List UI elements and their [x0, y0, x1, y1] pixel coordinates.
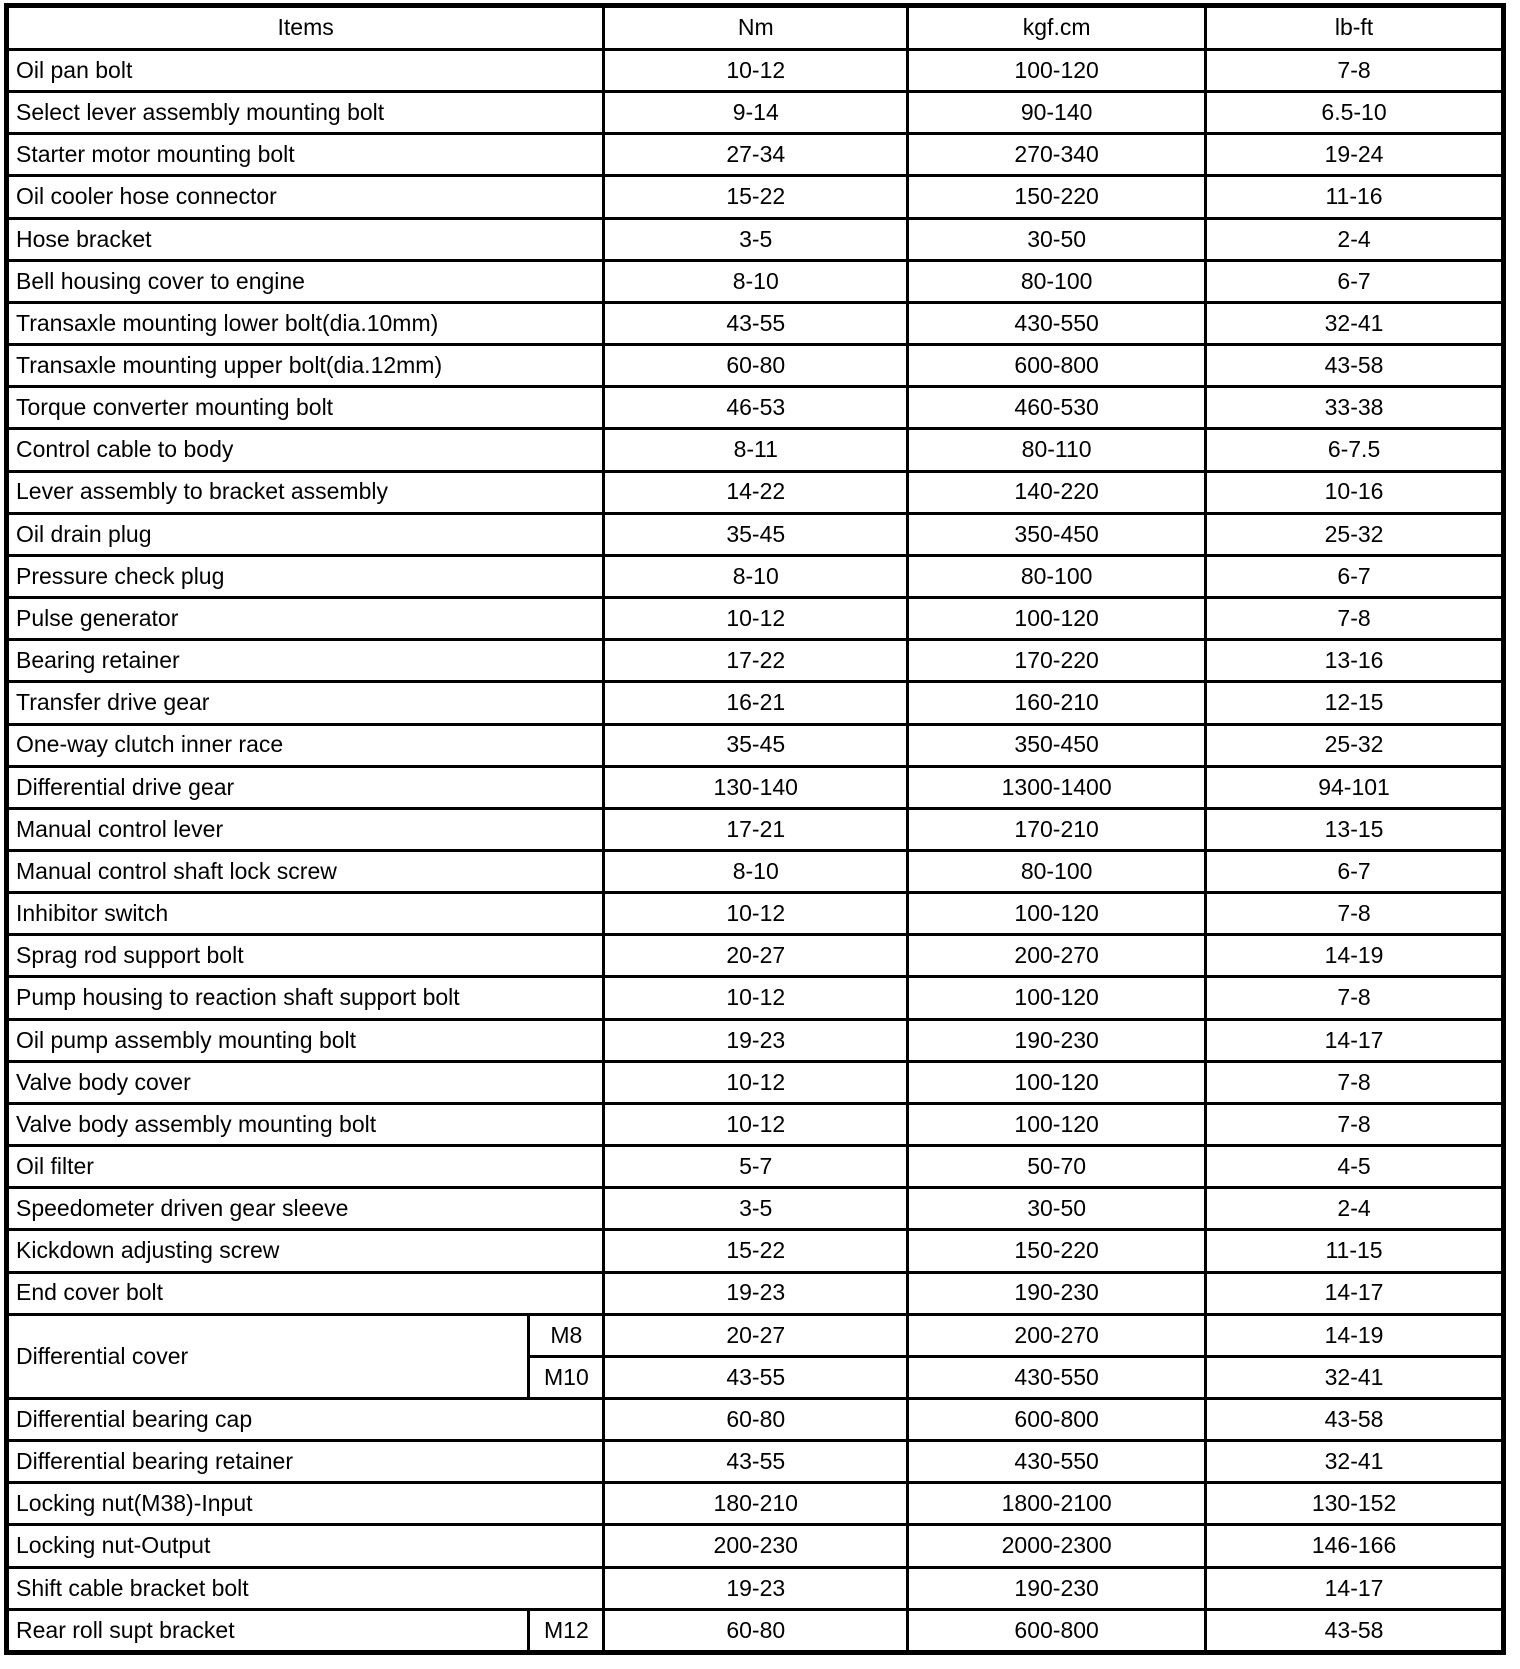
- value-nm: 8-10: [604, 850, 908, 892]
- value-nm: 10-12: [604, 893, 908, 935]
- item-label: Select lever assembly mounting bolt: [7, 92, 604, 134]
- value-kgfcm: 30-50: [908, 1188, 1206, 1230]
- column-header-kgfcm: kgf.cm: [908, 6, 1206, 50]
- item-label: Oil filter: [7, 1146, 604, 1188]
- value-kgfcm: 80-100: [908, 260, 1206, 302]
- value-lbft: 14-17: [1206, 1567, 1504, 1609]
- value-nm: 15-22: [604, 176, 908, 218]
- table-row: [7, 977, 1504, 1019]
- table-row: [7, 682, 1504, 724]
- value-nm: 3-5: [604, 218, 908, 260]
- item-label: Oil drain plug: [7, 513, 604, 555]
- value-lbft: 13-15: [1206, 808, 1504, 850]
- table-row: [7, 302, 1504, 344]
- item-label: Sprag rod support bolt: [7, 935, 604, 977]
- item-label: Bearing retainer: [7, 640, 604, 682]
- table-row: [7, 92, 1504, 134]
- value-lbft: 2-4: [1206, 218, 1504, 260]
- value-kgfcm: 350-450: [908, 513, 1206, 555]
- item-label: Valve body assembly mounting bolt: [7, 1103, 604, 1145]
- value-kgfcm: 1800-2100: [908, 1483, 1206, 1525]
- value-lbft: 7-8: [1206, 977, 1504, 1019]
- value-kgfcm: 430-550: [908, 302, 1206, 344]
- item-label: One-way clutch inner race: [7, 724, 604, 766]
- value-kgfcm: 190-230: [908, 1272, 1206, 1314]
- item-label: Locking nut-Output: [7, 1525, 604, 1567]
- value-kgfcm: 100-120: [908, 598, 1206, 640]
- item-label: Oil pan bolt: [7, 50, 604, 92]
- value-kgfcm: 80-100: [908, 850, 1206, 892]
- table-row: [7, 598, 1504, 640]
- table-row: [7, 555, 1504, 597]
- table-row: [7, 1441, 1504, 1483]
- item-label: Pressure check plug: [7, 555, 604, 597]
- value-nm: 8-11: [604, 429, 908, 471]
- value-kgfcm: 190-230: [908, 1019, 1206, 1061]
- value-lbft: 6.5-10: [1206, 92, 1504, 134]
- value-lbft: 14-19: [1206, 1314, 1504, 1356]
- table-row: [7, 724, 1504, 766]
- value-nm: 10-12: [604, 1103, 908, 1145]
- table-row: [7, 1061, 1504, 1103]
- value-lbft: 6-7: [1206, 850, 1504, 892]
- bolt-size-label: M12: [529, 1609, 604, 1652]
- column-header-nm: Nm: [604, 6, 908, 50]
- value-kgfcm: 430-550: [908, 1441, 1206, 1483]
- value-nm: 10-12: [604, 977, 908, 1019]
- value-lbft: 43-58: [1206, 1609, 1504, 1652]
- value-lbft: 7-8: [1206, 598, 1504, 640]
- item-label: Oil pump assembly mounting bolt: [7, 1019, 604, 1061]
- item-label: Transfer drive gear: [7, 682, 604, 724]
- value-kgfcm: 170-210: [908, 808, 1206, 850]
- value-lbft: 43-58: [1206, 1399, 1504, 1441]
- value-nm: 46-53: [604, 387, 908, 429]
- table-row: [7, 429, 1504, 471]
- item-label: Valve body cover: [7, 1061, 604, 1103]
- value-kgfcm: 50-70: [908, 1146, 1206, 1188]
- table-row: [7, 387, 1504, 429]
- value-lbft: 43-58: [1206, 345, 1504, 387]
- item-label: Speedometer driven gear sleeve: [7, 1188, 604, 1230]
- value-lbft: 25-32: [1206, 513, 1504, 555]
- value-nm: 10-12: [604, 50, 908, 92]
- table-row: [7, 766, 1504, 808]
- bolt-size-label: M10: [529, 1356, 604, 1398]
- item-label: Differential bearing retainer: [7, 1441, 604, 1483]
- item-label: Rear roll supt bracket: [7, 1609, 529, 1652]
- value-nm: 16-21: [604, 682, 908, 724]
- table-row: [7, 1399, 1504, 1441]
- item-label: Control cable to body: [7, 429, 604, 471]
- value-lbft: 94-101: [1206, 766, 1504, 808]
- item-label: Locking nut(M38)-Input: [7, 1483, 604, 1525]
- column-header-lbft: lb-ft: [1206, 6, 1504, 50]
- value-kgfcm: 430-550: [908, 1356, 1206, 1398]
- value-lbft: 6-7: [1206, 555, 1504, 597]
- value-kgfcm: 140-220: [908, 471, 1206, 513]
- value-kgfcm: 200-270: [908, 935, 1206, 977]
- value-nm: 20-27: [604, 935, 908, 977]
- value-nm: 9-14: [604, 92, 908, 134]
- item-label: Pump housing to reaction shaft support bolt: [7, 977, 604, 1019]
- value-nm: 15-22: [604, 1230, 908, 1272]
- table-row: [7, 1525, 1504, 1567]
- item-label: Shift cable bracket bolt: [7, 1567, 604, 1609]
- value-lbft: 11-16: [1206, 176, 1504, 218]
- value-nm: 43-55: [604, 302, 908, 344]
- item-label: Manual control shaft lock screw: [7, 850, 604, 892]
- item-label: Lever assembly to bracket assembly: [7, 471, 604, 513]
- value-nm: 43-55: [604, 1356, 908, 1398]
- value-kgfcm: 100-120: [908, 893, 1206, 935]
- value-nm: 27-34: [604, 134, 908, 176]
- value-kgfcm: 170-220: [908, 640, 1206, 682]
- value-lbft: 7-8: [1206, 1061, 1504, 1103]
- value-lbft: 19-24: [1206, 134, 1504, 176]
- value-lbft: 10-16: [1206, 471, 1504, 513]
- value-nm: 8-10: [604, 260, 908, 302]
- value-nm: 43-55: [604, 1441, 908, 1483]
- table-row: [7, 1019, 1504, 1061]
- column-header-items: Items: [7, 6, 604, 50]
- value-nm: 3-5: [604, 1188, 908, 1230]
- value-nm: 60-80: [604, 345, 908, 387]
- value-lbft: 6-7: [1206, 260, 1504, 302]
- item-label: Manual control lever: [7, 808, 604, 850]
- table-row: [7, 808, 1504, 850]
- table-row: [7, 640, 1504, 682]
- value-lbft: 4-5: [1206, 1146, 1504, 1188]
- value-nm: 130-140: [604, 766, 908, 808]
- table-row: [7, 1103, 1504, 1145]
- value-nm: 180-210: [604, 1483, 908, 1525]
- value-nm: 60-80: [604, 1609, 908, 1652]
- value-lbft: 14-19: [1206, 935, 1504, 977]
- table-row: [7, 50, 1504, 92]
- value-kgfcm: 150-220: [908, 1230, 1206, 1272]
- table-row: [7, 471, 1504, 513]
- value-kgfcm: 100-120: [908, 977, 1206, 1019]
- value-lbft: 32-41: [1206, 302, 1504, 344]
- item-label: End cover bolt: [7, 1272, 604, 1314]
- value-nm: 19-23: [604, 1272, 908, 1314]
- value-lbft: 11-15: [1206, 1230, 1504, 1272]
- value-lbft: 7-8: [1206, 893, 1504, 935]
- value-nm: 5-7: [604, 1146, 908, 1188]
- item-label: Pulse generator: [7, 598, 604, 640]
- value-lbft: 14-17: [1206, 1272, 1504, 1314]
- item-label: Differential cover: [7, 1314, 529, 1398]
- table-row: [7, 1483, 1504, 1525]
- value-nm: 35-45: [604, 724, 908, 766]
- value-lbft: 25-32: [1206, 724, 1504, 766]
- item-label: Torque converter mounting bolt: [7, 387, 604, 429]
- item-label: Differential bearing cap: [7, 1399, 604, 1441]
- value-kgfcm: 1300-1400: [908, 766, 1206, 808]
- value-kgfcm: 2000-2300: [908, 1525, 1206, 1567]
- header-row: [7, 6, 1504, 50]
- value-kgfcm: 460-530: [908, 387, 1206, 429]
- value-kgfcm: 270-340: [908, 134, 1206, 176]
- value-lbft: 12-15: [1206, 682, 1504, 724]
- table-row: [7, 935, 1504, 977]
- item-label: Transaxle mounting upper bolt(dia.12mm): [7, 345, 604, 387]
- value-nm: 10-12: [604, 1061, 908, 1103]
- item-label: Inhibitor switch: [7, 893, 604, 935]
- value-nm: 19-23: [604, 1019, 908, 1061]
- item-label: Bell housing cover to engine: [7, 260, 604, 302]
- value-nm: 20-27: [604, 1314, 908, 1356]
- table-row: [7, 893, 1504, 935]
- value-kgfcm: 80-110: [908, 429, 1206, 471]
- value-nm: 35-45: [604, 513, 908, 555]
- item-label: Starter motor mounting bolt: [7, 134, 604, 176]
- value-lbft: 7-8: [1206, 50, 1504, 92]
- table-row: [7, 218, 1504, 260]
- table-row: [7, 513, 1504, 555]
- value-lbft: 32-41: [1206, 1441, 1504, 1483]
- value-kgfcm: 200-270: [908, 1314, 1206, 1356]
- value-nm: 10-12: [604, 598, 908, 640]
- table-row: [7, 1272, 1504, 1314]
- table-row: [7, 176, 1504, 218]
- value-lbft: 13-16: [1206, 640, 1504, 682]
- table-row: [7, 1567, 1504, 1609]
- value-kgfcm: 350-450: [908, 724, 1206, 766]
- table-row: [7, 1230, 1504, 1272]
- value-kgfcm: 100-120: [908, 50, 1206, 92]
- value-lbft: 2-4: [1206, 1188, 1504, 1230]
- value-kgfcm: 190-230: [908, 1567, 1206, 1609]
- value-lbft: 6-7.5: [1206, 429, 1504, 471]
- value-kgfcm: 600-800: [908, 1609, 1206, 1652]
- value-kgfcm: 600-800: [908, 1399, 1206, 1441]
- table-row: [7, 1146, 1504, 1188]
- table-body: [7, 50, 1504, 1653]
- value-nm: 60-80: [604, 1399, 908, 1441]
- item-label: Hose bracket: [7, 218, 604, 260]
- value-nm: 8-10: [604, 555, 908, 597]
- value-lbft: 130-152: [1206, 1483, 1504, 1525]
- value-nm: 200-230: [604, 1525, 908, 1567]
- value-lbft: 14-17: [1206, 1019, 1504, 1061]
- bolt-size-label: M8: [529, 1314, 604, 1356]
- value-kgfcm: 600-800: [908, 345, 1206, 387]
- value-kgfcm: 160-210: [908, 682, 1206, 724]
- item-label: Transaxle mounting lower bolt(dia.10mm): [7, 302, 604, 344]
- value-kgfcm: 90-140: [908, 92, 1206, 134]
- value-nm: 19-23: [604, 1567, 908, 1609]
- table-row: [7, 345, 1504, 387]
- item-label: Differential drive gear: [7, 766, 604, 808]
- value-lbft: 32-41: [1206, 1356, 1504, 1398]
- item-label: Oil cooler hose connector: [7, 176, 604, 218]
- value-kgfcm: 150-220: [908, 176, 1206, 218]
- value-lbft: 7-8: [1206, 1103, 1504, 1145]
- table-row: [7, 1188, 1504, 1230]
- value-kgfcm: 80-100: [908, 555, 1206, 597]
- value-nm: 14-22: [604, 471, 908, 513]
- table-row: [7, 850, 1504, 892]
- value-kgfcm: 30-50: [908, 218, 1206, 260]
- item-label: Kickdown adjusting screw: [7, 1230, 604, 1272]
- table-row: [7, 1314, 1504, 1356]
- table-row: [7, 1609, 1504, 1652]
- value-lbft: 33-38: [1206, 387, 1504, 429]
- value-kgfcm: 100-120: [908, 1061, 1206, 1103]
- value-lbft: 146-166: [1206, 1525, 1504, 1567]
- value-kgfcm: 100-120: [908, 1103, 1206, 1145]
- table-row: [7, 260, 1504, 302]
- table-row: [7, 134, 1504, 176]
- torque-spec-table: [4, 3, 1506, 1655]
- value-nm: 17-22: [604, 640, 908, 682]
- value-nm: 17-21: [604, 808, 908, 850]
